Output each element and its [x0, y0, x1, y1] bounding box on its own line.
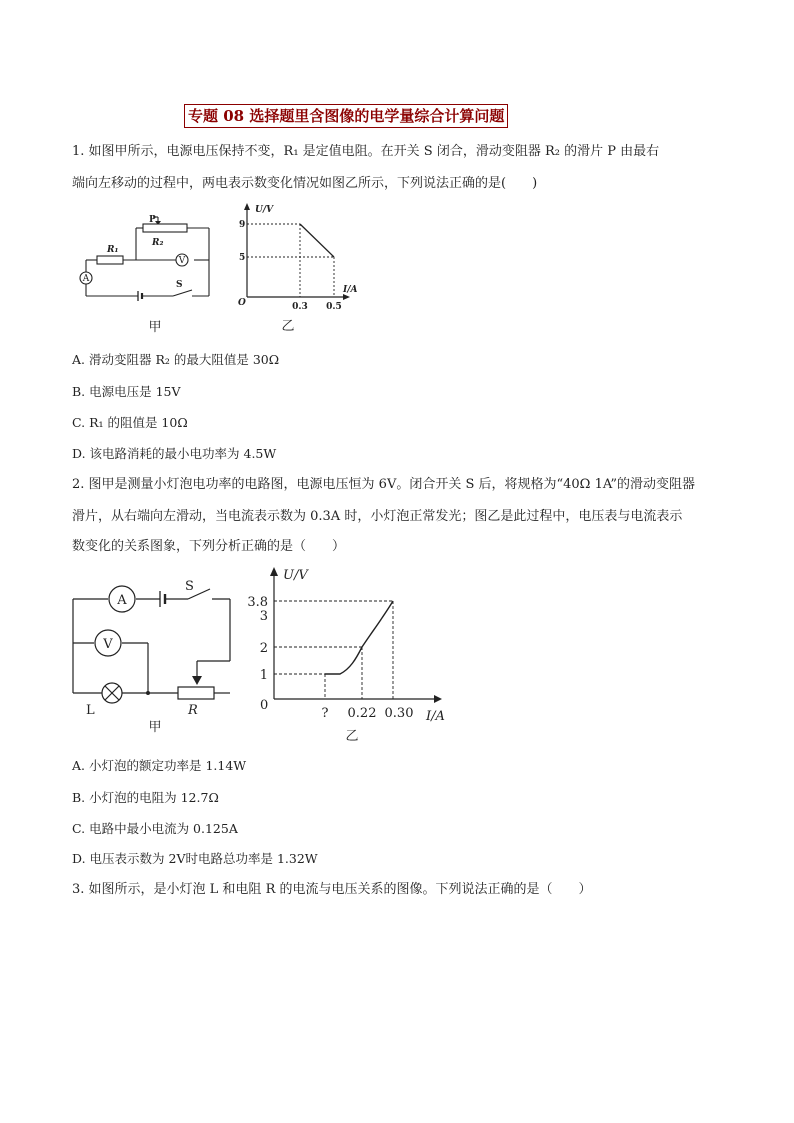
question-2-text-line-1: 2. 图甲是测量小灯泡电功率的电路图，电源电压恒为 6V。闭合开关 S 后，将规格为“40Ω 1A”的滑动变阻器: [72, 477, 695, 492]
origin-label: O: [238, 298, 246, 308]
question-1-text-line-1: 1. 如图甲所示，电源电压保持不变，R₁ 是定值电阻。在开关 S 闭合，滑动变阻器 R₂ 的滑片 P 由最右: [72, 144, 660, 159]
rheostat-label: R: [188, 703, 198, 718]
x-tick-label: 0.22: [347, 706, 377, 721]
question-1-circuit-diagram: [70, 205, 220, 340]
x-axis-label: I/A: [343, 285, 358, 295]
question-3-text-line-1: 3. 如图所示，是小灯泡 L 和电阻 R 的电流与电压关系的图像。下列说法正确的是（ ）: [72, 882, 592, 897]
voltmeter-label: V: [178, 256, 186, 266]
graph-caption: 乙: [281, 319, 295, 334]
resistor-r2-label: R₂: [152, 238, 164, 248]
y-axis-arrow-icon: [270, 567, 278, 576]
question-1-text-line-2: 端向左移动的过程中，两电表示数变化情况如图乙所示，下列说法正确的是( ): [72, 176, 538, 191]
question-2-option-b: B. 小灯泡的电阻为 12.7Ω: [72, 790, 219, 805]
ammeter-label: A: [117, 593, 127, 608]
y-axis-label: U/V: [283, 568, 308, 583]
y-tick-label: 2: [259, 641, 268, 656]
graph-line: [300, 224, 334, 257]
y-tick-label: 3: [259, 609, 268, 624]
question-1-option-a: A. 滑动变阻器 R₂ 的最大阻值是 30Ω: [72, 352, 280, 367]
circuit-caption: 甲: [148, 320, 162, 335]
circuit-caption: 甲: [148, 720, 162, 735]
x-tick-label: 0.3: [292, 302, 308, 312]
page-title: 专题 08 选择题里含图像的电学量综合计算问题: [184, 104, 508, 128]
question-1-option-c: C. R₁ 的阻值是 10Ω: [72, 415, 188, 430]
slider-label: P: [149, 215, 156, 225]
question-2-option-a: A. 小灯泡的额定功率是 1.14W: [72, 758, 247, 773]
voltmeter-label: V: [103, 637, 113, 652]
question-1-option-b: B. 电源电压是 15V: [72, 384, 181, 399]
x-axis-label: I/A: [426, 709, 445, 724]
junction-dot: [146, 691, 150, 695]
x-axis-arrow-icon: [434, 695, 442, 703]
y-tick-label: 3.8: [247, 595, 268, 610]
question-2-option-d: D. 电压表示数为 2V时电路总功率是 1.32W: [72, 851, 318, 866]
x-tick-label: 0.5: [326, 302, 342, 312]
y-axis-label: U/V: [255, 205, 274, 215]
question-2-text-line-2: 滑片，从右端向左滑动，当电流表示数为 0.3A 时，小灯泡正常发光；图乙是此过程中，电压表与电流表示: [72, 509, 683, 524]
question-2-circuit-diagram: [66, 572, 246, 737]
question-1-graph: [230, 200, 370, 340]
lamp-label: L: [86, 703, 95, 718]
ammeter-label: A: [82, 274, 90, 284]
y-tick-label: 9: [239, 220, 246, 230]
graph-caption: 乙: [345, 729, 359, 744]
y-axis-arrow-icon: [244, 203, 250, 210]
y-tick-label: 5: [239, 253, 246, 263]
question-2-option-c: C. 电路中最小电流为 0.125A: [72, 821, 238, 836]
rheostat: [178, 687, 214, 699]
y-tick-label: 1: [259, 668, 268, 683]
switch-label: S: [185, 579, 194, 594]
question-2-graph: [240, 564, 460, 746]
origin-label: 0: [260, 698, 269, 713]
graph-curve: [325, 601, 393, 674]
question-2-text-line-3: 数变化的关系图象，下列分析正确的是（ ）: [72, 539, 346, 554]
question-1-option-d: D. 该电路消耗的最小电功率为 4.5W: [72, 446, 277, 461]
x-tick-label: ?: [321, 706, 329, 721]
resistor-r2: [143, 224, 187, 232]
x-tick-label: 0.30: [384, 706, 414, 721]
switch-label: S: [176, 280, 183, 290]
resistor-r1: [97, 256, 123, 264]
slider-arrow-icon: [192, 676, 202, 685]
resistor-r1-label: R₁: [107, 245, 119, 255]
